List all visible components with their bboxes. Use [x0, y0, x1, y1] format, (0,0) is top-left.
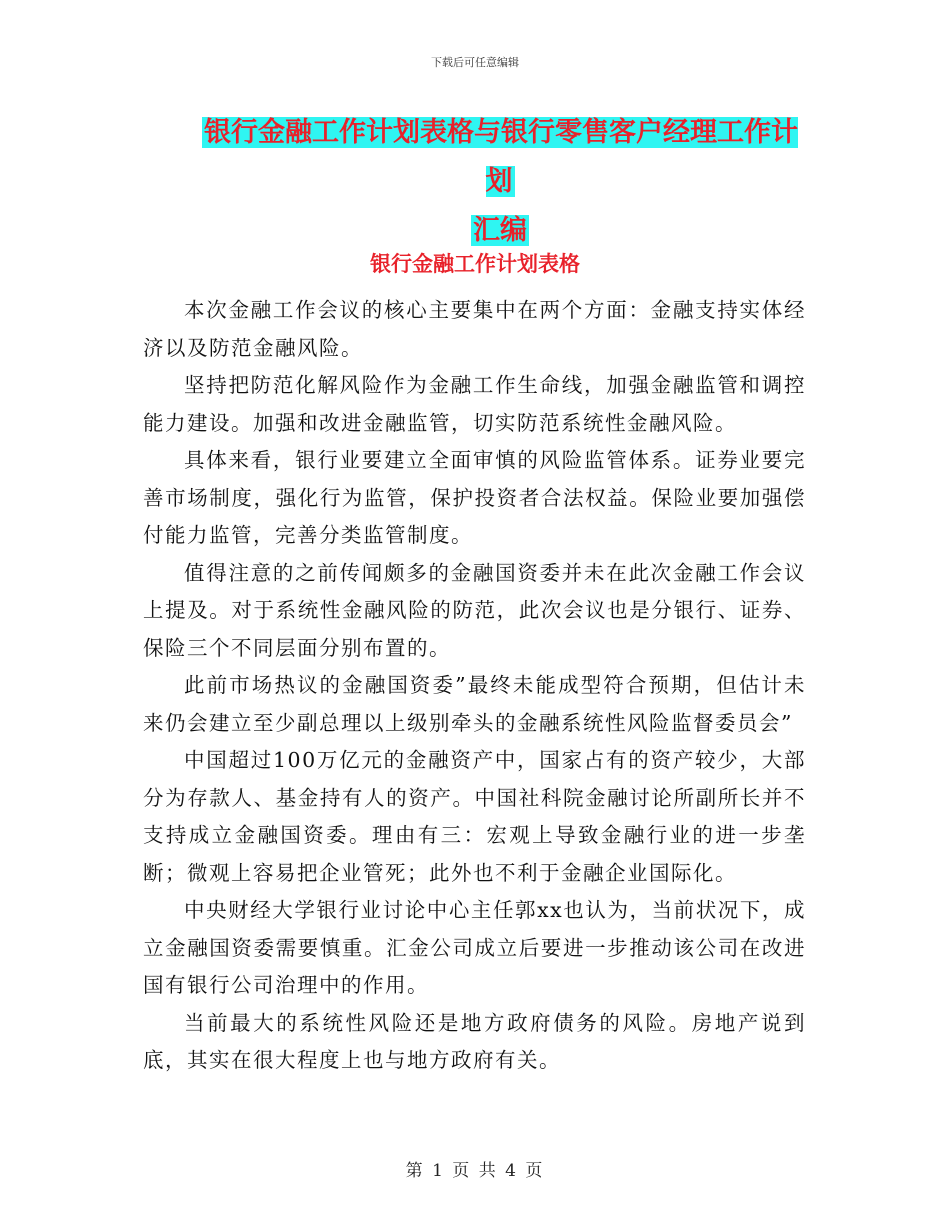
title-line-1: 银行金融工作计划表格与银行零售客户经理工作计划 [204, 117, 798, 197]
paragraph: 中国超过100万亿元的金融资产中，国家占有的资产较少，大部分为存款人、基金持有人的资产。中国社科院金融讨论所副所长并不支持成立金融国资委。理由有三：宏观上导致金融行业的进一步垄断；微观上容易把企业管死；此外也不利于金融企业国际化。 [143, 748, 806, 885]
section-title: 银行金融工作计划表格 [370, 252, 580, 276]
paragraph: 具体来看，银行业要建立全面审慎的风险监管体系。证券业要完善市场制度，强化行为监管，保护投资者合法权益。保险业要加强偿付能力监管，完善分类监管制度。 [143, 448, 806, 547]
paragraph: 中央财经大学银行业讨论中心主任郭xx也认为，当前状况下，成立金融国资委需要慎重。汇金公司成立后要进一步推动该公司在改进国有银行公司治理中的作用。 [143, 898, 806, 997]
paragraph: 值得注意的之前传闻颇多的金融国资委并未在此次金融工作会议上提及。对于系统性金融风险的防范，此次会议也是分银行、证券、保险三个不同层面分别布置的。 [143, 560, 806, 660]
paragraph: 当前最大的系统性风险还是地方政府债务的风险。房地产说到底，其实在很大程度上也与地方政府有关。 [143, 1010, 806, 1072]
document-title [190, 108, 810, 255]
title-line-2: 汇编 [473, 215, 527, 246]
body-text [143, 292, 806, 1080]
paragraph: 坚持把防范化解风险作为金融工作生命线，加强金融监管和调控能力建设。加强和改进金融监管，切实防范系统性金融风险。 [143, 373, 806, 435]
paragraph: 本次金融工作会议的核心主要集中在两个方面：金融支持实体经济以及防范金融风险。 [143, 298, 806, 360]
paragraph: 此前市场热议的金融国资委”最终未能成型符合预期，但估计未来仍会建立至少副总理以上级别牵头的金融系统性风险监督委员会” [143, 673, 806, 735]
page-number: 第 1 页 共 4 页 [405, 1161, 545, 1181]
header-note: 下载后可任意编辑 [431, 56, 519, 69]
